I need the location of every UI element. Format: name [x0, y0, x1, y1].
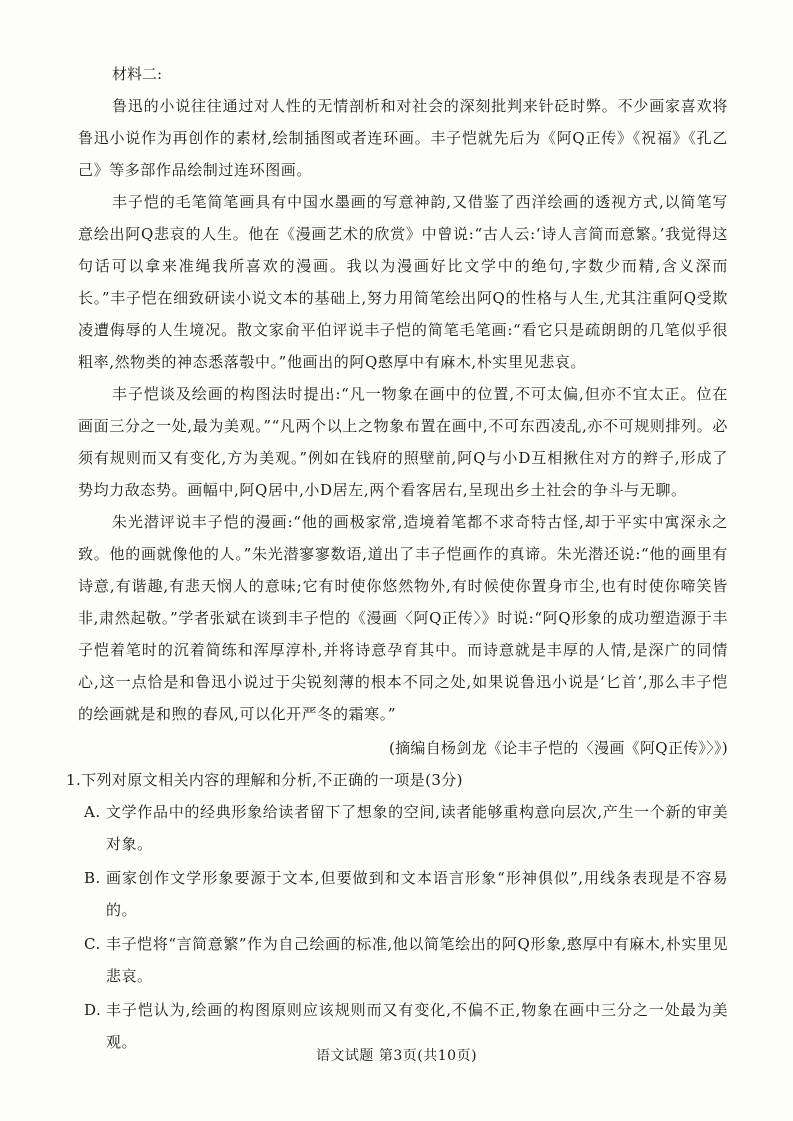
- source-citation: (摘编自杨剑龙《论丰子恺的〈漫画《阿Q正传》〉》): [388, 739, 728, 757]
- option-text: 画家创作文学形象要源于文本,但要做到和文本语言形象“形神俱似”,用线条表现是不容易的。: [106, 869, 728, 919]
- material-paragraph-2: 丰子恺的毛笔简笔画具有中国水墨画的写意神韵,又借鉴了西洋绘画的透视方式,以简笔写意绘出阿Q悲哀的人生。他在《漫画艺术的欣赏》中曾说:“古人云:‘诗人言简而意繁。’我觉得这句话可以拿来准绳我所喜欢的漫画。我以为漫画好比文学中的绝句,字数少而精,含义深而长。”丰子恺在细致研读小说文本的基础上,努力用简笔绘出阿Q的性格与人生,尤其注重阿Q受欺凌遭侮辱的人生境况。散文家俞平伯评说丰子恺的简笔毛笔画:“看它只是疏朗朗的几笔似乎很粗率,然物类的神态悉落彀中。”他画出的阿Q憨厚中有麻木,朴实里见悲哀。: [78, 193, 728, 371]
- option-letter: D.: [84, 1001, 102, 1019]
- material-title: 材料二:: [112, 65, 163, 83]
- option-text: 丰子恺认为,绘画的构图原则应该规则而又有变化,不偏不正,物象在画中三分之一处最为美观。: [106, 1001, 728, 1051]
- option-letter: A.: [84, 803, 101, 821]
- option-b: [84, 862, 728, 926]
- option-letter: B.: [84, 869, 101, 887]
- page-content: [66, 58, 728, 1060]
- material-paragraph-1: 鲁迅的小说往往通过对人性的无情剖析和对社会的深刻批判来针砭时弊。不少画家喜欢将鲁迅小说作为再创作的素材,绘制插图或者连环画。丰子恺就先后为《阿Q正传》《祝福》《孔乙己》等多部作品绘制过连环图画。: [78, 97, 728, 179]
- option-c: [84, 928, 728, 992]
- material-paragraph-4: 朱光潜评说丰子恺的漫画:“他的画极家常,造境着笔都不求奇特古怪,却于平实中寓深永之致。他的画就像他的人。”朱光潜寥寥数语,道出了丰子恺画作的真谛。朱光潜还说:“他的画里有诗意,有谐趣,有悲天悯人的意味;它有时使你悠然物外,有时候使你置身市尘,也有时使你啼笑皆非,肃然起敬。”学者张斌在谈到丰子恺的《漫画〈阿Q正传〉》时说:“阿Q形象的成功塑造源于丰子恺着笔时的沉着简练和浑厚淳朴,并将诗意孕育其中。而诗意就是丰厚的人情,是深广的同情心,这一点恰是和鲁迅小说过于尖锐刻薄的根本不同之处,如果说鲁迅小说是‘匕首’,那么丰子恺的绘画就是和煦的春风,可以化开严冬的霜寒。”: [78, 513, 728, 723]
- option-letter: C.: [84, 935, 101, 953]
- option-list: [84, 796, 728, 1058]
- option-text: 丰子恺将“言简意繁”作为自己绘画的标准,他以简笔绘出的阿Q形象,憨厚中有麻木,朴实里见悲哀。: [106, 935, 728, 985]
- option-a: [84, 796, 728, 860]
- page-footer: 语文试题 第3页(共10页): [315, 1048, 478, 1064]
- material-paragraph-3: 丰子恺谈及绘画的构图法时提出:“凡一物象在画中的位置,不可太偏,但亦不宜太正。位在画面三分之一处,最为美观。”“凡两个以上之物象布置在画中,不可东西凌乱,亦不可规则排列。必须有规则而又有变化,方为美观。”例如在钱府的照壁前,阿Q与小D互相揪住对方的辫子,形成了势均力敌态势。画幅中,阿Q居中,小D居左,两个看客居右,呈现出乡土社会的争斗与无聊。: [78, 385, 728, 499]
- option-text: 文学作品中的经典形象给读者留下了想象的空间,读者能够重构意向层次,产生一个新的审美对象。: [106, 803, 728, 853]
- question-stem: 1.下列对原文相关内容的理解和分析,不正确的一项是(3分): [66, 771, 463, 789]
